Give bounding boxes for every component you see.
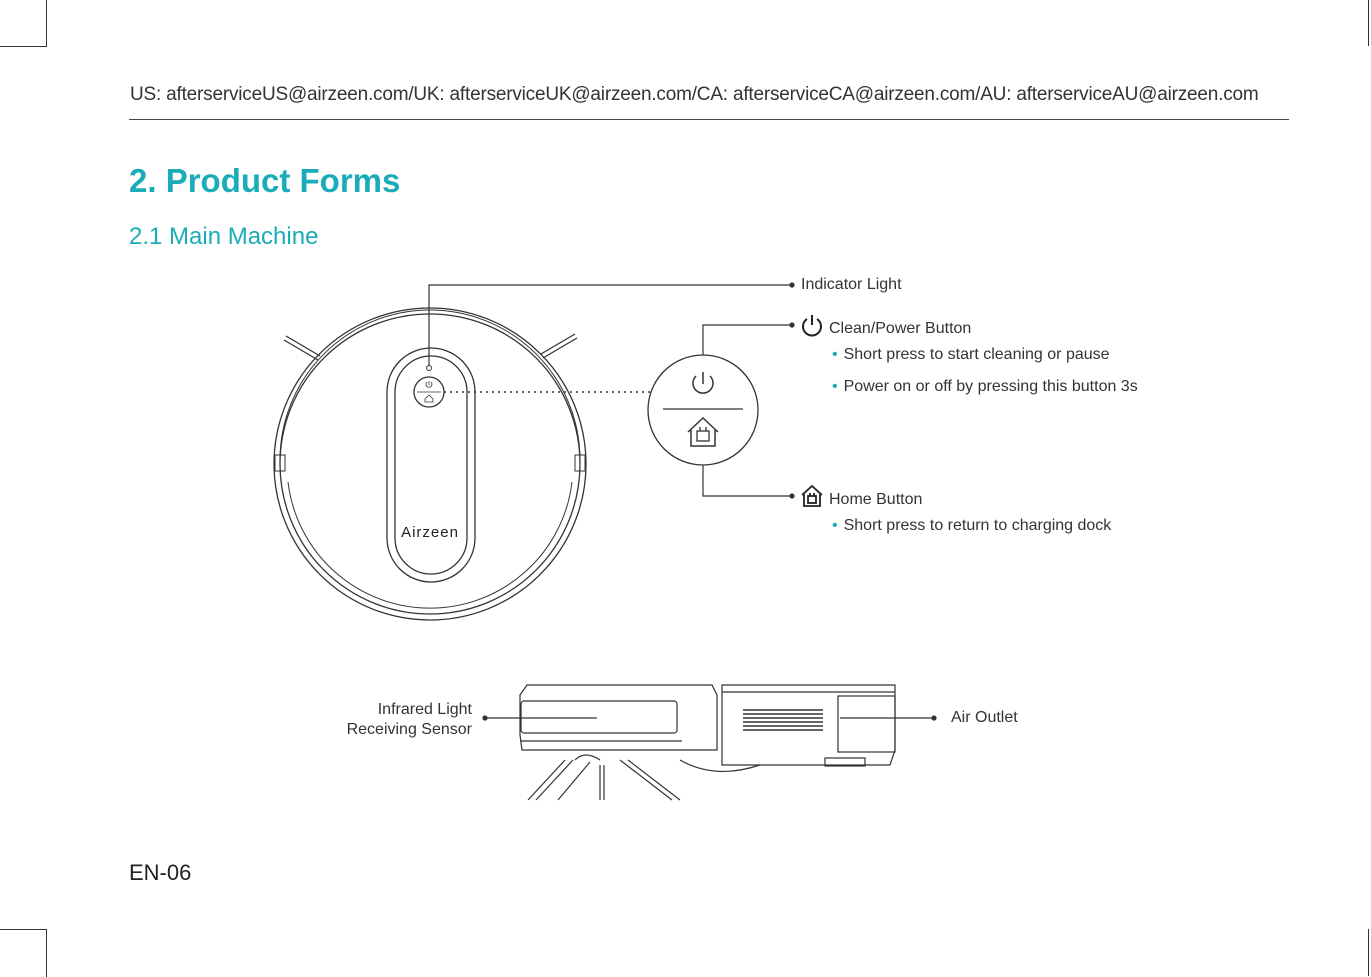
power-icon — [800, 313, 824, 342]
robot-side-view — [520, 685, 895, 800]
clean-power-bullet: • Power on or off by pressing this button 3s — [832, 378, 1138, 395]
callout-lines-top — [429, 283, 794, 498]
home-button-label: Home Button — [829, 491, 923, 508]
indicator-light-label: Indicator Light — [801, 276, 902, 293]
home-label-group — [800, 484, 922, 513]
clean-power-button-label: Clean/Power Button — [829, 320, 972, 337]
support-contacts: US: afterserviceUS@airzeen.com/UK: afterserviceUK@airzeen.com/CA: afterserviceCA@airzeen.com/AU: afterserviceAU@airzeen.com — [130, 84, 1259, 105]
home-bullet: • Short press to return to charging dock — [832, 517, 1112, 534]
infrared-sensor-label: Infrared Light Receiving Sensor — [346, 701, 472, 738]
air-outlet-label: Air Outlet — [951, 709, 1018, 726]
subsection-title: 2.1 Main Machine — [129, 223, 319, 250]
page-number: EN-06 — [129, 860, 192, 885]
section-title: 2. Product Forms — [129, 162, 401, 199]
callout-lines-bottom — [483, 716, 936, 720]
button-panel-zoom — [648, 355, 758, 465]
robot-brand-logo: Airzeen — [401, 524, 459, 541]
clean-power-label-group — [800, 313, 971, 342]
robot-top-view — [274, 308, 652, 620]
home-dock-icon — [800, 484, 824, 513]
clean-power-bullet: • Short press to start cleaning or pause — [832, 346, 1110, 363]
